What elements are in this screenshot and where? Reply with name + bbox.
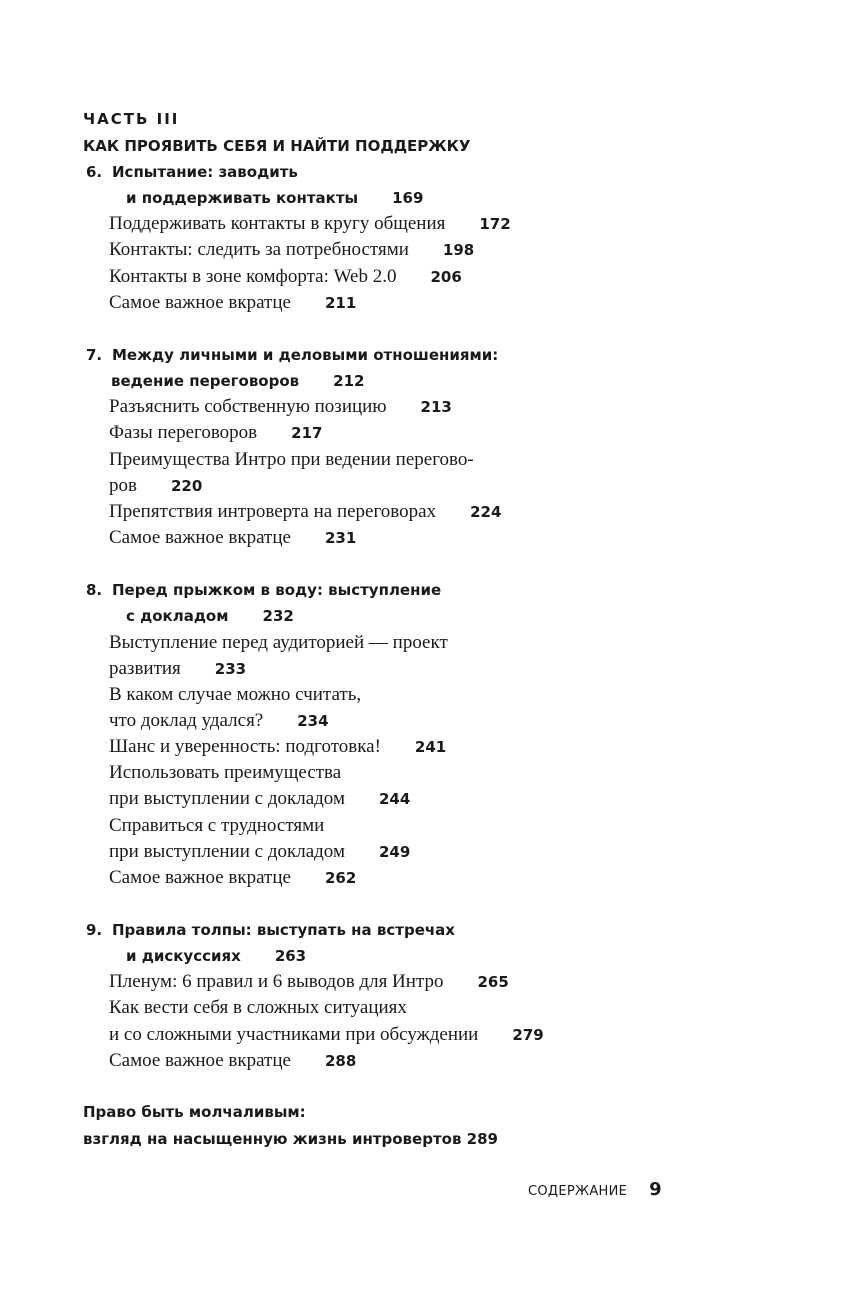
page-number: 288 bbox=[324, 1052, 357, 1070]
toc-entry bbox=[109, 1048, 356, 1074]
chapter-title: Перед прыжком в воду: выступление bbox=[112, 581, 442, 599]
chapter-6-title-line1 bbox=[86, 159, 298, 185]
entry-text: Самое важное вкратце bbox=[109, 527, 291, 548]
toc-entry-line1: Преимущества Интро при ведении перегово- bbox=[109, 449, 474, 470]
page-number: 262 bbox=[324, 869, 357, 887]
chapter-number: 6. bbox=[86, 163, 103, 181]
toc-entry bbox=[109, 786, 410, 812]
page-number: 213 bbox=[420, 398, 452, 416]
page-number: 172 bbox=[479, 215, 511, 233]
closing-line2: взгляд на насыщенную жизнь интровертов 289 bbox=[83, 1130, 498, 1148]
chapter-title: Испытание: заводить bbox=[112, 163, 298, 181]
entry-text: Самое важное вкратце bbox=[109, 867, 291, 888]
entry-text: и со сложными участниками при обсуждении bbox=[109, 1024, 479, 1045]
entry-text: Разъяснить собственную позицию bbox=[109, 396, 387, 417]
toc-entry bbox=[109, 656, 246, 682]
page-number: 224 bbox=[470, 503, 502, 521]
chapter-number: 7. bbox=[86, 346, 103, 364]
chapter-title: и дискуссиях bbox=[126, 947, 241, 965]
entry-text: что доклад удался? bbox=[109, 710, 264, 731]
entry-text: Контакты в зоне комфорта: Web 2.0 bbox=[109, 266, 397, 287]
toc-entry bbox=[109, 969, 509, 995]
chapter-title: Правила толпы: выступать на встречах bbox=[112, 921, 455, 939]
entry-text: Самое важное вкратце bbox=[109, 292, 291, 313]
chapter-number: 8. bbox=[86, 581, 103, 599]
toc-entry bbox=[109, 211, 511, 237]
chapter-title: ведение переговоров bbox=[111, 372, 300, 390]
toc-entry bbox=[109, 734, 446, 760]
toc-entry-line1: Как вести себя в сложных ситуациях bbox=[109, 997, 407, 1018]
page-number: 241 bbox=[414, 738, 447, 756]
entry-text: Поддерживать контакты в кругу общения bbox=[109, 213, 446, 234]
entry-text: Пленум: 6 правил и 6 выводов для Интро bbox=[109, 971, 444, 992]
toc-entry bbox=[109, 264, 462, 290]
toc-entry bbox=[109, 525, 356, 551]
page-number: 198 bbox=[442, 241, 475, 259]
page-footer bbox=[528, 1177, 662, 1203]
toc-entry bbox=[109, 1022, 544, 1048]
part-label: ЧАСТЬ III bbox=[83, 110, 180, 128]
page-number: 211 bbox=[324, 294, 357, 312]
toc-entry-line1: Выступление перед аудиторией — проект bbox=[109, 632, 448, 653]
toc-entry bbox=[109, 290, 356, 316]
page-number: 220 bbox=[170, 477, 203, 495]
entry-text: развития bbox=[109, 658, 181, 679]
page-number: 217 bbox=[291, 424, 323, 442]
chapter-number: 9. bbox=[86, 921, 103, 939]
toc-entry bbox=[109, 473, 202, 499]
page-number: 263 bbox=[274, 947, 307, 965]
entry-text: Самое важное вкратце bbox=[109, 1050, 291, 1071]
page-number: 231 bbox=[324, 529, 357, 547]
entry-text: Фазы переговоров bbox=[109, 422, 258, 443]
toc-entry-line1: Использовать преимущества bbox=[109, 762, 342, 783]
chapter-title: Между личными и деловыми отношениями: bbox=[112, 346, 499, 364]
toc-entry bbox=[109, 237, 474, 263]
page-number: 249 bbox=[378, 843, 411, 861]
chapter-title: с докладом bbox=[126, 607, 229, 625]
page-number: 206 bbox=[430, 268, 462, 286]
chapter-7-title-line1 bbox=[86, 342, 498, 368]
entry-text: ров bbox=[109, 475, 137, 496]
entry-text: при выступлении с докладом bbox=[109, 788, 345, 809]
chapter-6-title-line2 bbox=[126, 185, 423, 211]
page-number: 233 bbox=[214, 660, 247, 678]
toc-entry bbox=[109, 394, 452, 420]
toc-entry bbox=[109, 420, 322, 446]
toc-entry bbox=[109, 499, 501, 525]
toc-entry bbox=[109, 708, 329, 734]
entry-text: Препятствия интроверта на переговорах bbox=[109, 501, 437, 522]
toc-entry bbox=[109, 839, 410, 865]
page-number: 232 bbox=[262, 607, 294, 625]
toc-entry-line1: Справиться с трудностями bbox=[109, 815, 325, 836]
running-footer-label: СОДЕРЖАНИЕ bbox=[528, 1184, 628, 1199]
folio-page-number: 9 bbox=[649, 1179, 662, 1200]
page-number: 234 bbox=[297, 712, 329, 730]
chapter-9-title-line2 bbox=[126, 943, 306, 969]
entry-text: при выступлении с докладом bbox=[109, 841, 345, 862]
toc-entry-line1: В каком случае можно считать, bbox=[109, 684, 362, 705]
part-title: КАК ПРОЯВИТЬ СЕБЯ И НАЙТИ ПОДДЕРЖКУ bbox=[83, 137, 471, 155]
page-number: 265 bbox=[477, 973, 509, 991]
toc-entry bbox=[109, 865, 356, 891]
page-number: 169 bbox=[392, 189, 424, 207]
chapter-9-title-line1 bbox=[86, 917, 455, 943]
chapter-title: и поддерживать контакты bbox=[126, 189, 359, 207]
entry-text: Контакты: следить за потребностями bbox=[109, 239, 409, 260]
entry-text: Шанс и уверенность: подготовка! bbox=[109, 736, 381, 757]
page-number: 212 bbox=[333, 372, 365, 390]
chapter-8-title-line2 bbox=[126, 603, 294, 629]
page-number: 244 bbox=[378, 790, 411, 808]
chapter-7-title-line2 bbox=[111, 368, 364, 394]
page-number: 279 bbox=[512, 1026, 544, 1044]
closing-line1: Право быть молчаливым: bbox=[83, 1103, 306, 1121]
chapter-8-title-line1 bbox=[86, 577, 441, 603]
